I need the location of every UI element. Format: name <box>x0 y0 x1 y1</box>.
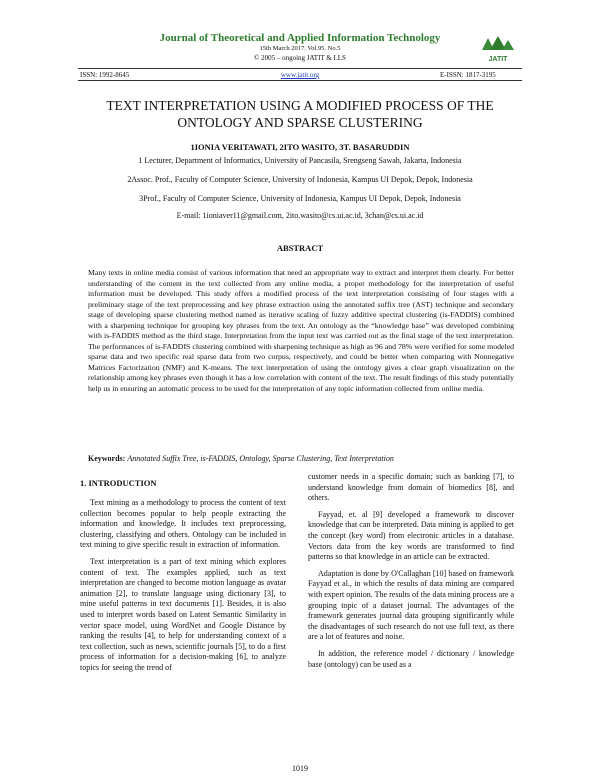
affiliation-1: 1 Lecturer, Department of Informatics, University of Pancasila, Srengseng Sawah, Jakarta, Indonesia <box>138 156 462 165</box>
right-paragraph: In addition, the reference model / dictionary / knowledge base (ontology) can be used as a <box>308 648 514 669</box>
affiliation-3: 3Prof., Faculty of Computer Science, University of Indonesia, Kampus UI Depok, Depok, Indonesia <box>139 194 461 203</box>
eissn: E-ISSN: 1817-3195 <box>440 71 496 79</box>
paper-title: TEXT INTERPRETATION USING A MODIFIED PROCESS OF THE ONTOLOGY AND SPARSE CLUSTERING <box>106 98 494 130</box>
header-rule-top <box>78 68 522 69</box>
right-paragraph: customer needs in a specific domain; such as banking [7], to understand knowledge from domain of biomedics [8], and others. <box>308 472 514 503</box>
abstract-text: Many texts in online media consist of various information that need an appropriate way to extract and interpret them clearly. For better understanding of the content in the text collected from any online media, a proper methodology for the interpretation of useful information must be developed. This study offers a modified process of the text interpretation consisting of four stages with a preliminary stage of the text preprocessing and key phrase extraction using the annotated suffix tree (AST) technique and secondary stage of developing sparse clustering method named as iterative scaling of fuzzy additive spectral clustering (is-FADDIS) combined with a sharpening technique for grouping key phrases from the text. An ontology as the “knowledge base” was developed combining with is-FADDIS method as the third stage. Interpretation from the input text was carried out as the final stage of the text interpretation. The performances of is-FADDIS clustering combined with sharpening technique as high as 96 and 78% were verified for some modeled sparse data and two specific real sparse data from two corpus, respectively, and could be better when comparing with Nonnegative Matrices Factorization (NMF) and K-means. The text interpretation of using the ontology gives a clear graph visualization on the relationship among key phrases even though it has a low correlation with content of the text. The result findings of this study potentially help us in ensuring an automatic process to be used for the interpretation of any topic information collected from online media. <box>88 268 514 393</box>
abstract-heading: ABSTRACT <box>276 243 324 253</box>
left-paragraph: Text mining as a methodology to process the content of text collection becomes popular to help people extracting the information and knowledge. It includes text preprocessing, clustering, classifying and others. Ontology can be included in text mining to give specific result in extraction of information. <box>80 498 286 550</box>
authors: 1IONIA VERITAWATI, 2ITO WASITO, 3T. BASARUDDIN <box>190 142 410 152</box>
affiliation-2: 2Assoc. Prof., Faculty of Computer Science, University of Indonesia, Kampus UI Depok, Depok, Indonesia <box>127 175 473 184</box>
left-paragraph: Text interpretation is a part of text mining which explores content of text. The examples applied, such as text interpretation are changed to become motion language as avatar animation [2], to translate language using dictionary [3], to mine useful patterns in text documents [1]. Besides, it is also used to interpret words based on Latent Semantic Similarity in vector space model, using WordNet and Google Distance by ranking the results [4], to help for understanding context of a text collection, such as news, scientific journals [5], to do a first process of information for a decision-making [6], to analyze topics for seeing the trend of <box>80 556 286 672</box>
keywords <box>88 454 514 463</box>
keywords-list: Annotated Suffix Tree, is-FADDIS, Ontology, Sparse Clustering, Text Interpretation <box>127 454 394 463</box>
header-rule-bottom <box>78 80 522 81</box>
right-paragraph: Fayyad, et. al [9] developed a framework to discover knowledge that can be interpreted. Data mining is applied to get the concept (key word) from electronic articles in a database. Vectors data from the key words are transformed to find patterns so that knowledge in an article can be extracted. <box>308 509 514 562</box>
page-number: 1019 <box>292 764 308 773</box>
right-column <box>308 472 514 676</box>
journal-name: Journal of Theoretical and Applied Information Technology <box>159 32 441 44</box>
jatit-logo <box>478 34 518 66</box>
email-line: E-mail: 1ioniaver11@gmail.com, 2ito.wasito@cs.ui.ac.id, 3chan@cs.ui.ac.id <box>176 211 424 220</box>
logo-text: JATIT <box>488 56 508 63</box>
right-paragraph: Adaptation is done by O'Callaghan [10] based on framework Fayyad et al., in which the results of data mining are compared with expert opinion. The results of the data mining process are a grouping topic of a dataset journal. The advantages of the framework generates journal data grouping significantly while the disadvantages of such research do not use full text, as there are a lot of features and noise. <box>308 568 514 642</box>
issue-date: 15th March 2017. Vol.95. No.5 <box>259 45 341 52</box>
issn: ISSN: 1992-8645 <box>80 71 130 79</box>
left-column <box>80 498 286 680</box>
journal-website-link[interactable]: www.jatit.org <box>280 71 320 79</box>
section-title: 1. INTRODUCTION <box>80 478 157 488</box>
copyright: © 2005 – ongoing JATIT & LLS <box>254 54 346 62</box>
keywords-label: Keywords: <box>88 454 126 463</box>
